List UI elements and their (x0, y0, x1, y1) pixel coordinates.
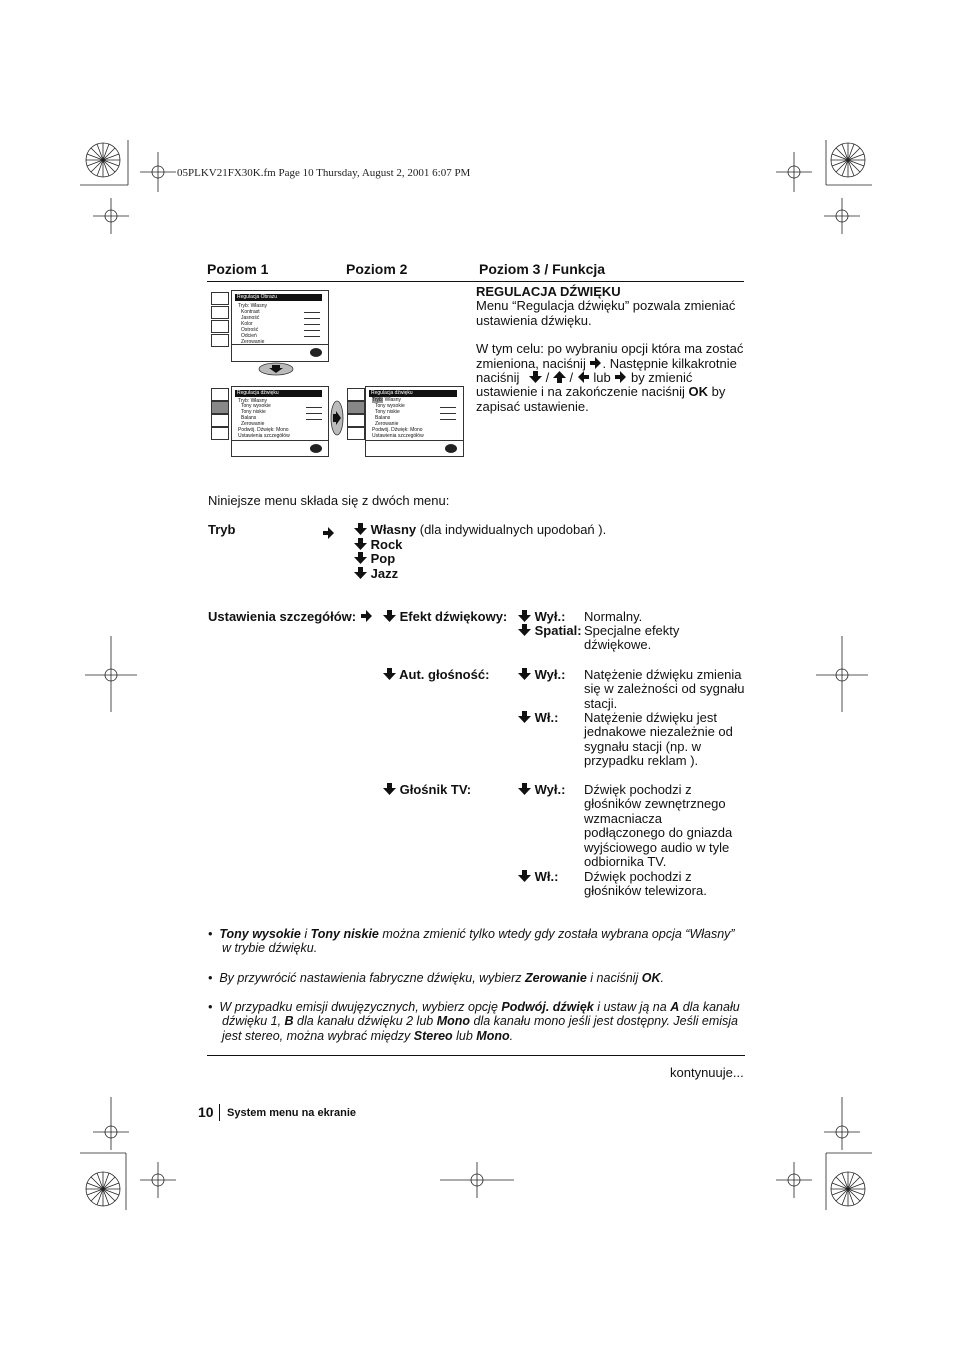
note-text: By przywrócić nastawienia fabryczne dźwięku, wybierz (219, 971, 525, 985)
note-bold: Podwój. dźwięk (501, 1000, 594, 1014)
tv-menu-line: Kontrast (241, 309, 260, 315)
down-arrow-icon (258, 362, 294, 376)
picture-icon (347, 388, 365, 401)
instruction-line (476, 385, 751, 399)
ok-icon (310, 444, 322, 453)
desc-line: Dźwięk pochodzi z (584, 782, 692, 797)
instruction-line: W tym celu: po wybraniu opcji która ma zostać (476, 341, 744, 357)
tv-menu-line: Balans (241, 415, 257, 421)
section-title: REGULACJA DŹWIĘKU (476, 284, 621, 299)
desc-line: wyjściowego audio w tyle (584, 839, 730, 855)
note-text: . (509, 1028, 514, 1043)
option-name: Wył.: (534, 782, 566, 797)
ok-label: OK (688, 384, 708, 400)
glosnik-desc-off (584, 783, 732, 869)
desc-line: sygnału stacji (np. w (584, 738, 702, 754)
desc-line: wzmacniacza (584, 810, 663, 826)
desc-line: podłączonego do gniazda (584, 825, 733, 841)
right-arrow-icon (360, 610, 373, 622)
sound-icon (347, 401, 365, 414)
timer-icon (347, 414, 365, 427)
instruction-text: ustawienie i na zakończenie naciśnij (476, 384, 685, 400)
tv-menu-line: Jasność (241, 315, 260, 321)
note-text: . (660, 971, 664, 985)
efekt-desc-off: Normalny. (584, 609, 643, 624)
instruction-text: . Następnie kilkakrotnie (602, 355, 737, 371)
option-name: Rock (370, 537, 403, 552)
glosnik-option-off (518, 783, 565, 797)
note-text: dla kanału mono jeśli jest dostępny. Jeśli emisja (470, 1014, 739, 1029)
separator: / (569, 370, 574, 386)
section-intro: Menu “Regulacja dźwięku” pozwala zmieniać ustawienia dźwięku. (476, 298, 736, 328)
glosnik-desc-on (584, 870, 707, 899)
option-name: Własny (370, 522, 417, 537)
note-text: dla kanału dźwięku 2 lub (293, 1014, 437, 1029)
tryb-value: Własny (384, 397, 402, 403)
note-text: można zmienić tylko wtedy gdy została wybrana opcja “Własny” (378, 927, 735, 941)
instruction-line (476, 371, 751, 385)
file-info: 05PLKV21FX30K.fm Page 10 Thursday, August 2, 2001 6:07 PM (177, 167, 471, 179)
desc-line: Specjalne efekty (584, 623, 680, 638)
option-name: Wył.: (534, 609, 566, 624)
down-arrow-icon (518, 870, 531, 882)
aut-desc-off (584, 668, 744, 711)
note-bold: Mono (476, 1028, 510, 1043)
instruction-text: zmieniona, naciśnij (476, 355, 586, 371)
note-text: dźwięku 1, (222, 1014, 285, 1029)
note-text: i naciśnij (586, 971, 642, 985)
option-name: Pop (370, 551, 396, 566)
details-label (208, 610, 373, 624)
page-number: 10 (198, 1104, 214, 1120)
desc-line: się w zależności od sygnału (584, 681, 745, 697)
desc-line: dźwiękowe. (584, 637, 652, 653)
option-name: Wł.: (534, 710, 559, 725)
tryb-highlight: Tryb: (372, 397, 384, 403)
note-1: • Tony wysokie i Tony niskie można zmienić tylko wtedy gdy została wybrana opcja “Własny” w trybie dźwięku. (208, 927, 748, 956)
right-arrow-icon (614, 371, 627, 383)
desc-line: Dźwięk pochodzi z (584, 869, 692, 884)
note-bold: Mono (436, 1014, 471, 1029)
desc-line: Natężenie dźwięku zmienia (584, 667, 742, 682)
note-text: i ustaw ją na (593, 1000, 671, 1014)
desc-line: głośników telewizora. (584, 883, 707, 899)
continues-label: kontynuuje... (670, 1065, 744, 1080)
header-level2: Poziom 2 (346, 261, 408, 277)
details-label-text: Ustawienia szczegółów: (208, 609, 357, 624)
down-arrow-icon (354, 523, 367, 535)
desc-line: Natężenie dźwięku jest (584, 710, 717, 725)
instruction-text: by zmienić (630, 370, 693, 386)
note-bold: Tony wysokie (219, 927, 301, 941)
aut-label-text: Aut. głośność: (399, 667, 490, 682)
aut-desc-on (584, 711, 733, 769)
glosnik-label-text: Głośnik TV: (399, 782, 472, 797)
efekt-option-spatial (518, 624, 582, 638)
efekt-label (383, 610, 507, 624)
footer-divider (219, 1104, 220, 1121)
note-text: jest stereo, można wybrać między (222, 1028, 414, 1043)
tv-menu-line: Kolor (241, 321, 253, 327)
sound-icon (211, 306, 229, 319)
tv-menu-line: Ustawienia szczegółów (372, 433, 424, 439)
desc-line: przypadku reklam ). (584, 753, 699, 769)
menu-consists: Niniejsze menu składa się z dwóch menu: (208, 493, 450, 508)
sound-icon (211, 401, 229, 414)
tryb-label: Tryb (208, 522, 236, 537)
header-level1: Poziom 1 (207, 261, 269, 277)
tv-menu-line: Balans (375, 415, 391, 421)
note-text: w trybie dźwięku. (222, 941, 318, 956)
note-bold: B (284, 1014, 294, 1029)
settings-icon (211, 334, 229, 347)
tv-menu-line: Zerowanie (375, 421, 399, 427)
note-bold: OK (641, 971, 661, 985)
down-arrow-icon (383, 610, 396, 622)
note-text: W przypadku emisji dwujęzycznych, wybierz opcję (219, 1000, 502, 1014)
timer-icon (211, 414, 229, 427)
option-name: Jazz (370, 566, 399, 581)
note-bold: Zerowanie (525, 971, 587, 985)
tryb-option (354, 523, 606, 537)
tv-menu-line: Podwój. Dźwięk: Mono (238, 427, 289, 433)
picture-icon (211, 292, 229, 305)
desc-line: odbiornika TV. (584, 854, 667, 870)
desc-line: jednakowe niezależnie od (584, 724, 733, 740)
ok-icon (445, 444, 457, 453)
option-desc: (dla indywidualnych upodobań ). (416, 522, 607, 537)
down-arrow-icon (529, 371, 542, 383)
down-arrow-icon (354, 567, 367, 579)
tryb-option (354, 567, 398, 581)
glosnik-option-on (518, 870, 558, 884)
efekt-desc-spatial (584, 624, 679, 653)
option-name: Wył.: (534, 667, 566, 682)
tv-menu-title: Regulacja dźwięku (369, 390, 457, 397)
tv-menu-title: Regulacja Obrazu (235, 294, 322, 301)
note-text: dla kanału (679, 1000, 740, 1014)
down-arrow-icon (518, 610, 531, 622)
down-arrow-icon (518, 711, 531, 723)
right-arrow-icon (330, 400, 344, 436)
tv-menu-line: Odcień (241, 333, 257, 339)
tv-menu-title: Regulacja dźwięku (235, 390, 322, 397)
right-arrow-icon (589, 357, 602, 369)
tv-menu-line: Tryb: Własny (238, 303, 267, 309)
note-2: • By przywrócić nastawienia fabryczne dźwięku, wybierz Zerowanie i naciśnij OK. (208, 971, 664, 985)
picture-icon (211, 388, 229, 401)
settings-icon (211, 427, 229, 440)
down-arrow-icon (518, 783, 531, 795)
instruction-text: naciśnij (476, 370, 520, 386)
tv-menu-line: Podwój. Dźwięk: Mono (372, 427, 423, 433)
instruction-text: lub (593, 370, 611, 386)
bottom-rule (207, 1055, 745, 1056)
section-explanation (476, 285, 751, 414)
settings-icon (347, 427, 365, 440)
note-3: • W przypadku emisji dwujęzycznych, wybierz opcję Podwój. dźwięk i ustaw ją na A dla kanału dźwięku 1, B dla kanału dźwięku 2 lub Mono dla kanału mono jeśli jest dostępny. Jeśli emisja jest stereo, można wybrać między Stereo lub Mono. (208, 1000, 740, 1043)
tv-menu-line: Tony wysokie (375, 403, 405, 409)
down-arrow-icon (383, 668, 396, 680)
tv-menu-line: Tony niskie (241, 409, 266, 415)
tv-menu-line: Tony niskie (375, 409, 400, 415)
tv-menu-line: Tryb: Własny (238, 398, 267, 404)
aut-option-on (518, 711, 558, 725)
down-arrow-icon (354, 552, 367, 564)
tv-menu-line: Tony wysokie (241, 403, 271, 409)
glosnik-label (383, 783, 471, 797)
right-arrow-icon (322, 527, 335, 539)
header-level3: Poziom 3 / Funkcja (479, 261, 606, 277)
instruction-text: by (711, 384, 726, 400)
desc-line: stacji. (584, 695, 618, 711)
left-arrow-icon (577, 371, 590, 383)
note-bold: Stereo (413, 1028, 453, 1043)
note-text: i (300, 927, 311, 941)
option-name: Spatial: (534, 623, 582, 638)
desc-line: głośników zewnętrznego (584, 796, 726, 812)
tv-menu-line: Zerowanie (241, 421, 265, 427)
separator: / (545, 370, 550, 386)
down-arrow-icon (518, 668, 531, 680)
tv-menu-line: Ustawienia szczegółów (238, 433, 290, 439)
tv-menu-line: Ostrość (241, 327, 259, 333)
instruction-line: zapisać ustawienie. (476, 398, 589, 414)
tv-menu-line: Zerowanie (241, 339, 265, 345)
down-arrow-icon (383, 783, 396, 795)
footer-section: System menu na ekranie (227, 1107, 357, 1119)
aut-label (383, 668, 489, 682)
instruction-line (476, 357, 751, 371)
note-text: lub (452, 1028, 477, 1043)
up-arrow-icon (553, 371, 566, 383)
timer-icon (211, 320, 229, 333)
efekt-label-text: Efekt dźwiękowy: (399, 609, 508, 624)
note-bold: Tony niskie (310, 927, 379, 941)
ok-icon (310, 348, 322, 357)
down-arrow-icon (354, 538, 367, 550)
header-rule (207, 281, 744, 282)
aut-option-off (518, 668, 565, 682)
option-name: Wł.: (534, 869, 559, 884)
tryb-option (354, 552, 395, 566)
down-arrow-icon (518, 624, 531, 636)
note-bold: A (670, 1000, 680, 1014)
